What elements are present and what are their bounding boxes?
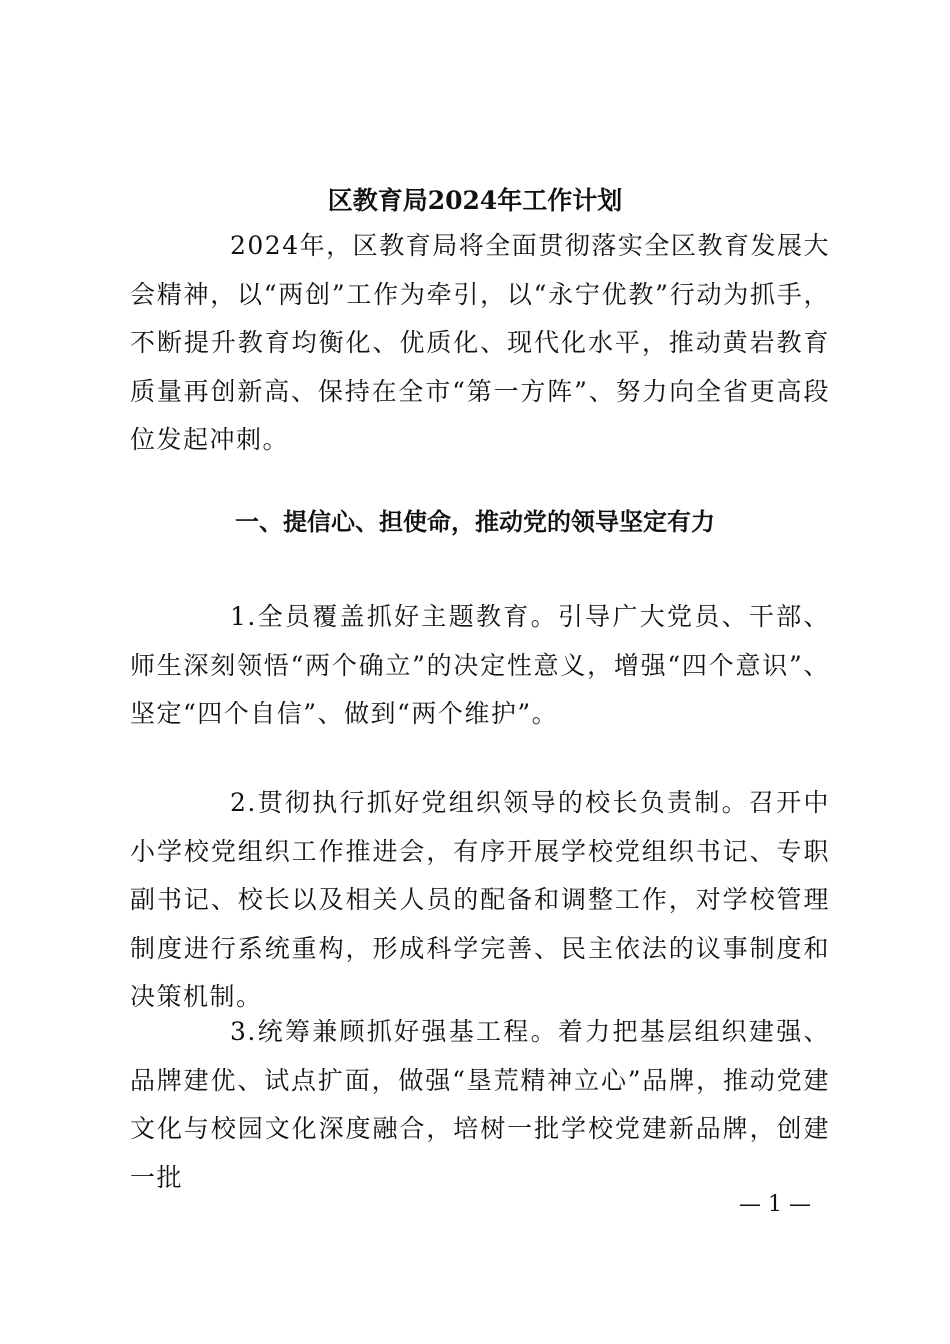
- intro-paragraph: 2024年，区教育局将全面贯彻落实全区教育发展大会精神，以“两创”工作为牵引，以“永宁优教”行动为抓手，不断提升教育均衡化、优质化、现代化水平，推动黄岩教育质量再创新高、保持在全市“第一方阵”、努力向全省更高段位发起冲刺。: [130, 231, 830, 454]
- list-item: 2.贯彻执行抓好党组织领导的校长负责制。召开中小学校党组织工作推进会，有序开展学校党组织书记、专职副书记、校长以及相关人员的配备和调整工作，对学校管理制度进行系统重构，形成科学完善、民主依法的议事制度和决策机制。: [130, 788, 830, 1011]
- list-item: 1.全员覆盖抓好主题教育。引导广大党员、干部、师生深刻领悟“两个确立”的决定性意义，增强“四个意识”、坚定“四个自信”、做到“两个维护”。: [130, 602, 830, 728]
- section-heading: 一、提信心、担使命，推动党的领导坚定有力: [235, 508, 715, 536]
- list-item: 3.统筹兼顾抓好强基工程。着力把基层组织建强、品牌建优、试点扩面，做强“垦荒精神立心”品牌，推动党建文化与校园文化深度融合，培树一批学校党建新品牌，创建一批: [130, 1017, 830, 1192]
- document-title: 区教育局2024年工作计划: [327, 186, 623, 215]
- page-number: — 1 —: [739, 1192, 811, 1217]
